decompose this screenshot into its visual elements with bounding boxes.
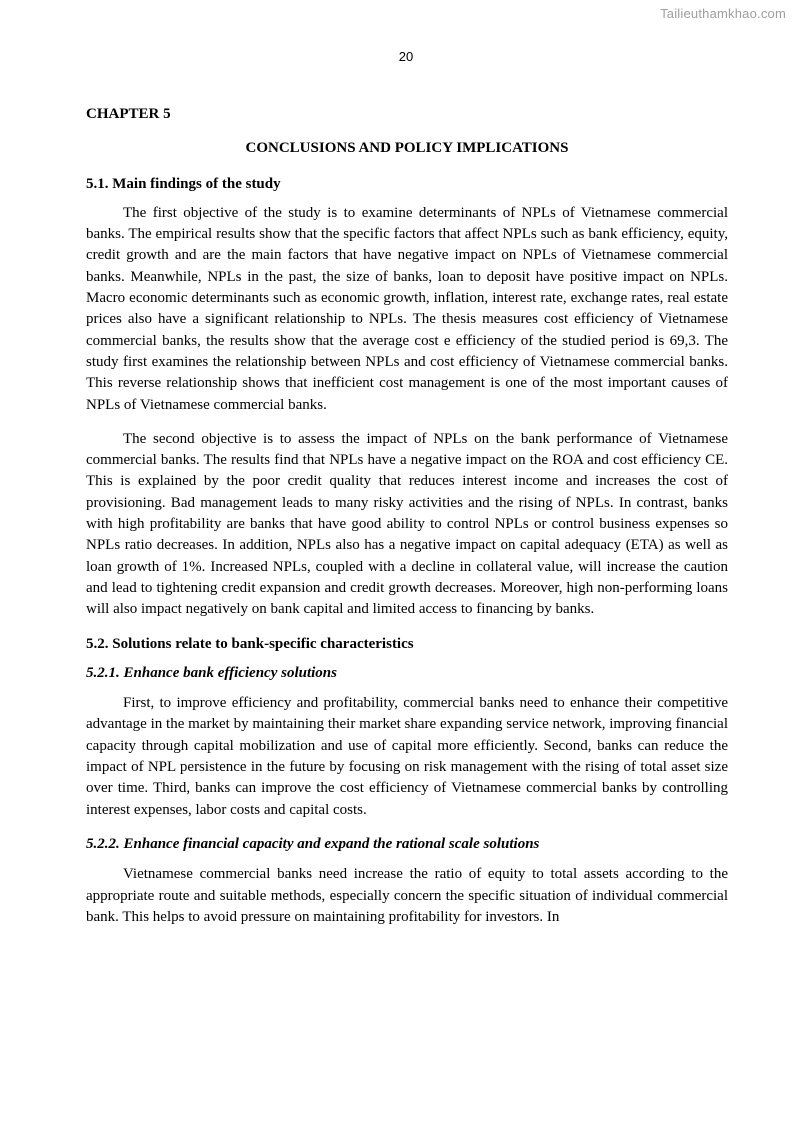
section-heading-5-1: 5.1. Main findings of the study	[86, 175, 281, 192]
paragraph-bank-efficiency: First, to improve efficiency and profitability, commercial banks need to enhance their competitive advantage in the market by maintaining their market share expanding service network, improving financial capacity through capital mobilization and use of capital more efficiently. Second, banks can reduce the impact of NPL persistence in the future by focusing on risk management with the rising of total asset size over time. Third, banks can improve the cost efficiency of Vietnamese commercial banks by controlling interest expenses, labor costs and capital costs.	[86, 695, 728, 818]
document-body	[86, 104, 728, 941]
section-heading-5-2: 5.2. Solutions relate to bank-specific characteristics	[86, 635, 414, 652]
paragraph-main-findings-2: The second objective is to assess the impact of NPLs on the bank performance of Vietnamese commercial banks. The results find that NPLs have a negative impact on the ROA and cost efficiency CE. This is explained by the poor credit quality that reduces interest income and increases the cost of provisioning. Bad management leads to many risky activities and the rising of NPLs. In contrast, banks with high profitability are banks that have good ability to control NPLs or control business expenses so NPLs ratio decreases. In addition, NPLs also has a negative impact on capital adequacy (ETA) as well as loan growth of 1%. Increased NPLs, coupled with a decline in collateral value, will increase the caution and lead to tightening credit expansion and credit growth decreases. Moreover, high non-performing loans will also impact negatively on bank capital and limited access to financing by banks.	[86, 430, 728, 618]
paragraph-financial-capacity: Vietnamese commercial banks need increase the ratio of equity to total assets according to the appropriate route and suitable methods, especially concern the specific situation of individual commercial bank. This helps to avoid pressure on maintaining profitability for investors. In	[86, 866, 728, 925]
watermark-text: Tailieuthamkhao.com	[660, 6, 786, 21]
subsection-heading-5-2-2: 5.2.2. Enhance financial capacity and expand the rational scale solutions	[86, 835, 540, 852]
paragraph-main-findings-1: The first objective of the study is to examine determinants of NPLs of Vietnamese commercial banks. The empirical results show that the specific factors that affect NPLs such as bank efficiency, equity, credit growth and are the main factors that have negative impact on NPLs of Vietnamese commercial banks. Meanwhile, NPLs in the past, the size of banks, loan to deposit have positive impact on NPLs. Macro economic determinants such as economic growth, inflation, interest rate, exchange rates, real estate prices also have a significant relationship to NPLs. The thesis measures cost efficiency of Vietnamese commercial banks, the results show that the average cost e efficiency of the studied period is 69,3. The study first examines the relationship between NPLs and cost efficiency of Vietnamese commercial banks. This reverse relationship shows that inefficient cost management is one of the most important causes of NPLs of Vietnamese commercial banks.	[86, 204, 728, 413]
subsection-heading-5-2-1: 5.2.1. Enhance bank efficiency solutions	[86, 664, 337, 681]
chapter-label: CHAPTER 5	[86, 106, 171, 122]
page-number: 20	[398, 49, 414, 64]
chapter-title: CONCLUSIONS AND POLICY IMPLICATIONS	[245, 140, 569, 157]
